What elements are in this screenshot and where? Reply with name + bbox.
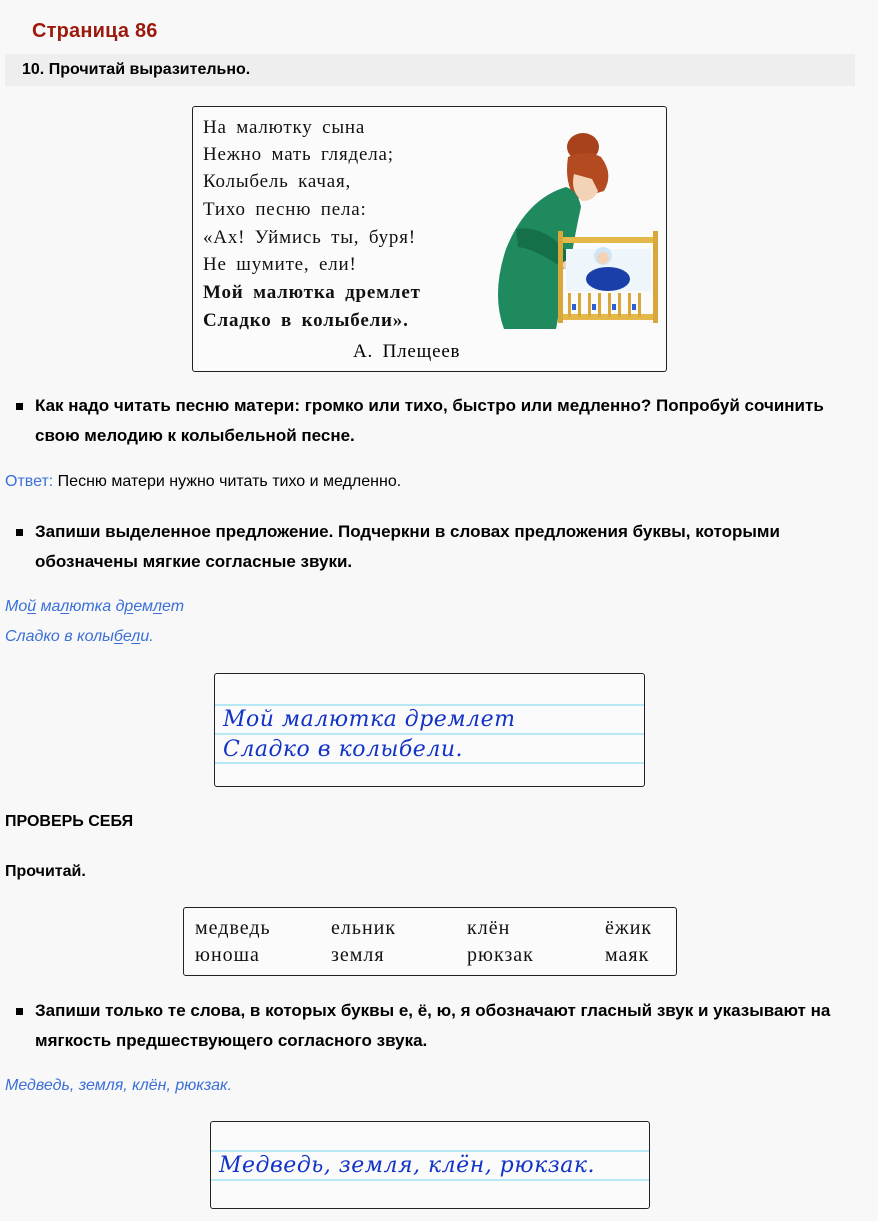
bullet-marker xyxy=(16,1008,23,1015)
question-text: Запиши выделенное предложение. Подчеркни в словах предложения буквы, которыми обозначены мягкие согласные звуки. xyxy=(35,522,780,571)
question-2 xyxy=(16,517,856,577)
answer-segment: Сладко в колы xyxy=(5,628,114,645)
underlined-letter: л xyxy=(131,628,141,645)
word: ельник xyxy=(331,917,397,939)
underlined-letter: р xyxy=(124,598,134,615)
answer-segment: ем xyxy=(133,598,154,615)
copybook-line: Сладко в колыбели. xyxy=(223,737,463,762)
answer-segment: и. xyxy=(140,628,154,645)
poem-line-bold: Мой малютка дремлет xyxy=(203,282,421,303)
word: земля xyxy=(331,944,385,966)
poem-line: На малютку сына xyxy=(203,117,366,138)
answer-segment: е xyxy=(122,628,132,645)
answer-2-line-2 xyxy=(5,628,154,646)
copybook-rule xyxy=(211,1150,649,1152)
poem-line: Тихо песню пела: xyxy=(203,199,367,220)
answer-3: Медведь, земля, клён, рюкзак. xyxy=(5,1077,232,1094)
word: клён xyxy=(467,917,511,939)
copybook-rule xyxy=(211,1179,649,1181)
answer-segment: ютка д xyxy=(69,598,125,615)
page-title: Страница 86 xyxy=(32,20,158,42)
copybook-rule xyxy=(215,733,644,735)
word: рюкзак xyxy=(467,944,534,966)
question-3 xyxy=(16,996,856,1056)
task-header-text: 10. Прочитай выразительно. xyxy=(22,61,251,78)
answer-label: Ответ: xyxy=(5,473,54,490)
underlined-letter: й xyxy=(27,598,37,615)
copybook-answer-2 xyxy=(214,673,645,787)
poem-box xyxy=(192,106,667,372)
answer-segment: ет xyxy=(162,598,185,615)
word: маяк xyxy=(605,944,650,966)
answer-segment: ма xyxy=(36,598,61,615)
copybook-line: Мой малютка дремлет xyxy=(223,707,516,732)
copybook-answer-3 xyxy=(210,1121,650,1209)
question-text: Как надо читать песню матери: громко или тихо, быстро или медленно? Попробуй сочинить свою мелодию к колыбельной песне. xyxy=(35,396,824,445)
answer-text: Песню матери нужно читать тихо и медленно. xyxy=(53,473,402,490)
question-1 xyxy=(16,391,856,451)
underlined-letter: л xyxy=(153,598,163,615)
poem-line-bold: Сладко в колыбели». xyxy=(203,310,409,331)
answer-segment: Мо xyxy=(5,598,28,615)
answer-2-line-1 xyxy=(5,598,184,616)
copybook-rule xyxy=(215,762,644,764)
task-header xyxy=(5,54,855,86)
mother-cradle-illustration xyxy=(486,129,664,339)
answer-1 xyxy=(5,473,401,491)
instruction-read: Прочитай. xyxy=(5,863,86,880)
bullet-marker xyxy=(16,529,23,536)
word: юноша xyxy=(195,944,260,966)
poem-line: Не шумите, ели! xyxy=(203,254,357,275)
words-box xyxy=(183,907,677,976)
question-text: Запиши только те слова, в которых буквы е, ё, ю, я обозначают гласный звук и указывают на мягкость предшествующего согласного звука. xyxy=(35,1001,831,1050)
underlined-letter: б xyxy=(113,628,123,645)
poem-line: Нежно мать глядела; xyxy=(203,144,394,165)
word: медведь xyxy=(195,917,271,939)
poem-author: А. Плещеев xyxy=(353,341,461,362)
underlined-letter: л xyxy=(60,598,70,615)
section-heading-check-yourself: ПРОВЕРЬ СЕБЯ xyxy=(5,813,134,830)
poem-line: Колыбель качая, xyxy=(203,171,352,192)
bullet-marker xyxy=(16,403,23,410)
word: ёжик xyxy=(605,917,653,939)
copybook-rule xyxy=(215,704,644,706)
poem-line: «Ах! Уймись ты, буря! xyxy=(203,227,416,248)
copybook-line: Медведь, земля, клён, рюкзак. xyxy=(219,1153,596,1178)
